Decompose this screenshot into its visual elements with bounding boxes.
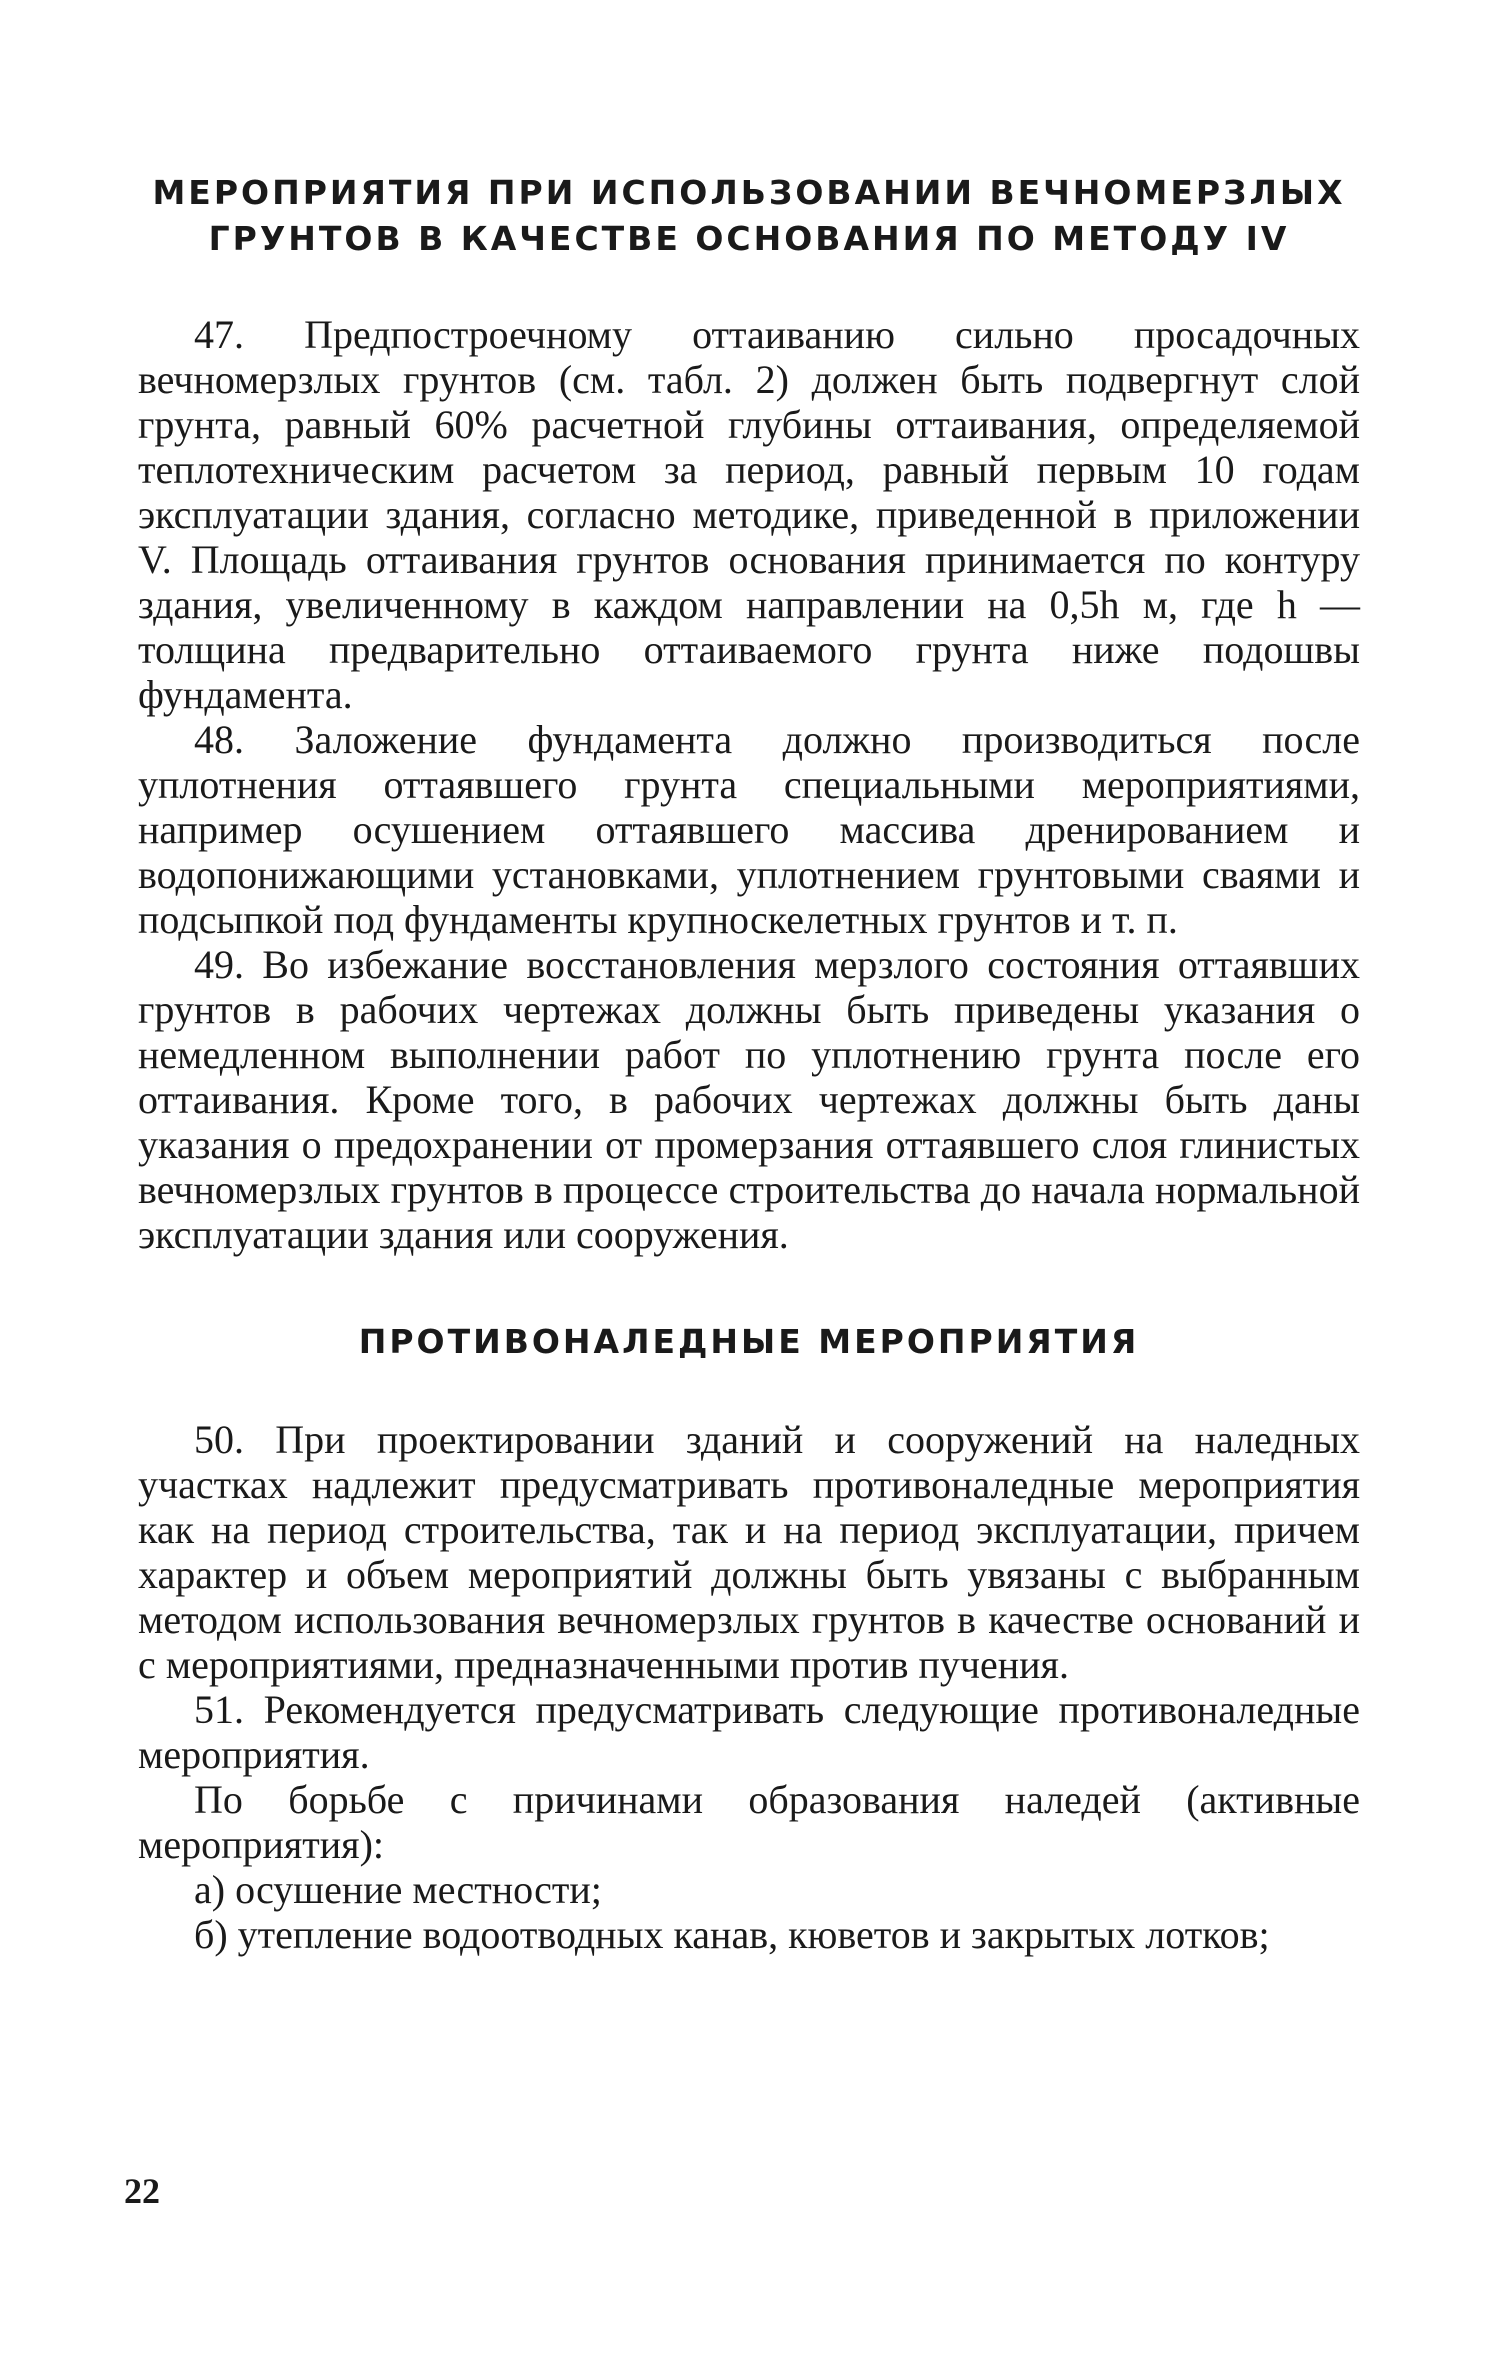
paragraph-51: 51. Рекомендуется предусматривать следующие противоналедные мероприятия. <box>138 1687 1360 1777</box>
paragraph-47: 47. Предпостроечному оттаиванию сильно просадочных вечномерзлых грунтов (см. табл. 2) должен быть подвергнут слой грунта, равный 60% расчетной глубины оттаивания, определяемой теплотехническим расчетом за период, равный первым 10 годам эксплуатации здания, согласно методике, приведенной в приложении V. Площадь оттаивания грунтов основания принимается по контуру здания, увеличенному в каждом направлении на 0,5h м, где h — толщина предварительно оттаиваемого грунта ниже подошвы фундамента. <box>138 312 1360 717</box>
list-item-b: б) утепление водоотводных канав, кюветов и закрытых лотков; <box>194 1912 1270 1957</box>
paragraph-50: 50. При проектировании зданий и сооружений на наледных участках надлежит предусматривать противоналедные мероприятия как на период строительства, так и на период эксплуатации, причем характер и объем мероприятий должны быть увязаны с выбранным методом использования вечномерзлых грунтов в качестве оснований и с мероприятиями, предназначенными против пучения. <box>138 1417 1360 1687</box>
heading-line: ГРУНТОВ В КАЧЕСТВЕ ОСНОВАНИЯ ПО МЕТОДУ IV <box>208 219 1290 258</box>
section-heading-permafrost-method-iv <box>138 170 1360 262</box>
paragraph-48: 48. Заложение фундамента должно производиться после уплотнения оттаявшего грунта специальными мероприятиями, например осушением оттаявшего массива дренированием и водопонижающими установками, уплотнением грунтовыми сваями и подсыпкой под фундаменты крупноскелетных грунтов и т. п. <box>138 717 1360 942</box>
page-number: 22 <box>124 2171 160 2211</box>
paragraph-active-measures: По борьбе с причинами образования наледей (активные мероприятия): <box>138 1777 1360 1867</box>
list-item-a: а) осушение местности; <box>194 1867 602 1912</box>
heading-line: МЕРОПРИЯТИЯ ПРИ ИСПОЛЬЗОВАНИИ ВЕЧНОМЕРЗЛЫХ <box>152 173 1346 212</box>
section-heading-anti-icing: ПРОТИВОНАЛЕДНЫЕ МЕРОПРИЯТИЯ <box>358 1322 1140 1361</box>
paragraph-49: 49. Во избежание восстановления мерзлого состояния оттаявших грунтов в рабочих чертежах должны быть приведены указания о немедленном выполнении работ по уплотнению грунта после его оттаивания. Кроме того, в рабочих чертежах должны быть даны указания о предохранении от промерзания оттаявшего слоя глинистых вечномерзлых грунтов в процессе строительства до начала нормальной эксплуатации здания или сооружения. <box>138 942 1360 1257</box>
document-page <box>138 170 1360 1957</box>
